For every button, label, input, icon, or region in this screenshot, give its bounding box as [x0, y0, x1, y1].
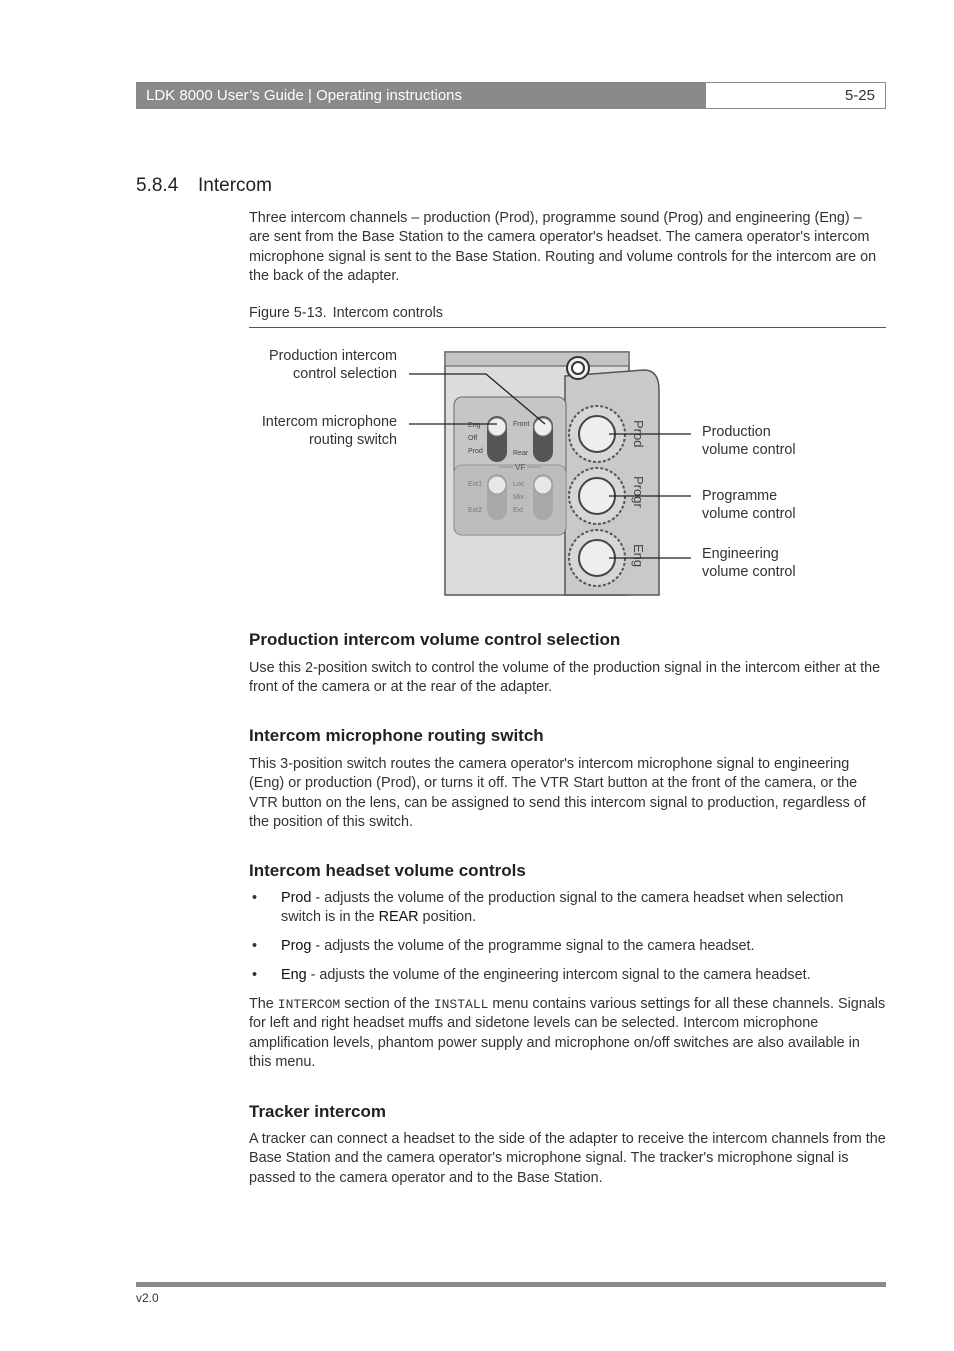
menu-name: INSTALL	[433, 997, 489, 1012]
svg-text:Off: Off	[468, 435, 478, 442]
subheading-tracker: Tracker intercom	[249, 1102, 387, 1121]
svg-text:Prod: Prod	[468, 448, 483, 455]
intro-paragraph: Three intercom channels – production (Prod), programme sound (Prog) and engineering (Eng) – are sent from the Base Station to the camera operator's headset. The camera operator's intercom microphone signal is sent to the Base Station. Routing and volume controls for the intercom are on the back of the adapter.	[249, 210, 877, 285]
paragraph-mic-routing: This 3-position switch routes the camera operator's intercom microphone signal to engineering (Eng) or production (Prod), or turns it off. The VTR Start button at the front of the camera, or the VTR button on the lens, can be assigned to send this intercom signal to production, regardless of the position of this switch.	[249, 756, 866, 831]
svg-text:Mix: Mix	[513, 494, 524, 501]
paragraph-intercom-menu: The INTERCOM section of the INSTALL menu contains various settings for all these channels. Signals for left and right headset muffs and sidetone levels can be selected. Intercom microphone amplification levels, phantom power supply and microphone on/off switches are also available in this menu.	[249, 996, 886, 1071]
section-number: 5.8.4	[136, 175, 179, 196]
callout-mic-routing: Intercom microphone routing switch	[261, 414, 397, 448]
svg-text:Progr: Progr	[631, 476, 646, 508]
section-heading	[136, 175, 272, 197]
bullet-icon: •	[252, 938, 258, 954]
list-item: • Eng - adjusts the volume of the engineering intercom signal to the camera headset.	[249, 966, 886, 986]
svg-text:VF: VF	[515, 463, 526, 472]
paragraph-prod-selection: Use this 2-position switch to control the volume of the production signal in the intercom either at the front of the camera or at the rear of the adapter.	[249, 660, 881, 696]
subheading-prod-selection: Production intercom volume control selection	[249, 630, 621, 649]
callout-prog-volume: Programme volume control	[702, 488, 796, 522]
svg-text:Ext1: Ext1	[468, 481, 483, 488]
menu-name: INTERCOM	[277, 997, 341, 1012]
bullet-icon: •	[252, 967, 258, 983]
svg-text:Loc: Loc	[513, 481, 525, 488]
svg-text:Prod: Prod	[631, 420, 646, 448]
figure-label: Figure 5-13.	[249, 305, 327, 321]
subheading-headset-volume: Intercom headset volume controls	[249, 861, 526, 880]
callout-eng-volume: Engineering volume control	[702, 546, 796, 580]
panel-top-edge	[445, 352, 629, 366]
intercom-figure	[249, 340, 886, 602]
svg-text:Rear: Rear	[513, 450, 529, 457]
running-header: LDK 8000 User’s Guide | Operating instructions	[136, 82, 705, 109]
footer-rule	[136, 1282, 886, 1287]
list-item: • Prod - adjusts the volume of the production signal to the camera headset when selection switch is in the REAR position.	[252, 890, 844, 926]
svg-text:Eng: Eng	[468, 422, 481, 429]
figure-caption	[249, 305, 886, 328]
svg-text:Eng: Eng	[631, 544, 646, 568]
paragraph-tracker: A tracker can connect a headset to the side of the adapter to receive the intercom channels from the Base Station and the camera operator's microphone signal. The tracker's microphone signal is passed to the camera operator and to the Base Station.	[249, 1131, 886, 1186]
subheading-mic-routing: Intercom microphone routing switch	[249, 726, 544, 745]
svg-text:Ext: Ext	[513, 507, 524, 514]
list-item: • Prog - adjusts the volume of the programme signal to the camera headset.	[249, 937, 886, 957]
callout-prod-volume: Production volume control	[702, 424, 796, 458]
svg-text:Front: Front	[513, 421, 530, 428]
callout-prod-selection: Production intercom control selection	[269, 348, 397, 382]
section-title: Intercom	[198, 175, 272, 196]
svg-text:Ext2: Ext2	[468, 507, 483, 514]
figure-caption-text: Intercom controls	[332, 305, 443, 321]
document-version: v2.0	[136, 1291, 159, 1305]
page-number: 5-25	[705, 82, 886, 109]
bullet-icon: •	[252, 890, 258, 906]
